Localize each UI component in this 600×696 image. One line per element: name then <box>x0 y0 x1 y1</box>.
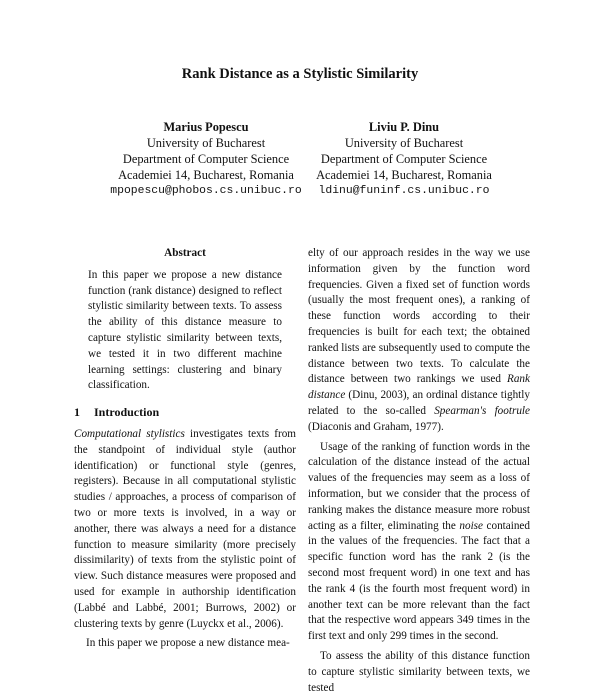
intro-paragraph-2: In this paper we propose a new distance mea- <box>86 637 290 650</box>
author-affiliation: University of Bucharest <box>146 136 266 150</box>
right-p2-text-a: Usage of the ranking of function words in the calculation of the distance instead of the actual values of the frequencies may seem as a loss of information, but we consider that the process of ranking makes the distance measure more robust acting as a filter, eliminating the <box>308 440 530 532</box>
paper-title: Rank Distance as a Stylistic Similarity <box>181 66 419 82</box>
noise-term: noise <box>459 519 483 532</box>
author-email: ldinu@funinf.cs.unibuc.ro <box>318 185 490 197</box>
author-department: Department of Computer Science <box>122 152 290 166</box>
abstract-text: In this paper we propose a new distance function (rank distance) designed to reflect stylistic similarity between texts. To assess the ability of this distance measure to capture stylistic similarity between texts, we tested it in two different machine learning settings: clustering and binary classification. <box>88 268 282 392</box>
right-p1-text-a: elty of our approach resides in the way we use information given by the function word frequencies. Given a fixed set of function words (usually the most frequent ones), a ranking of these function words according to their frequencies is built for each text; the obtained ranked lists are subsequently used to compute the distance between two texts. To calculate the distance between two rankings we used <box>308 247 530 386</box>
section-heading <box>74 405 296 421</box>
author-department: Department of Computer Science <box>320 152 488 166</box>
intro-paragraph-1 <box>74 427 296 632</box>
author-email: mpopescu@phobos.cs.unibuc.ro <box>110 185 302 197</box>
right-paragraph-2 <box>308 440 530 645</box>
section-number: 1 <box>74 405 80 420</box>
right-column <box>308 246 530 696</box>
rank-distance-term: Rank distance <box>308 373 530 402</box>
right-p2-text-b: contained in the values of the frequencies. The fact that a specific function word has the rank 2 (is the second most frequent word) in one text and has the rank 4 (is the fourth most frequent word) in another text can be more relevant than the fact that the respective word appears 349 times in the first text and only 299 times in the second. <box>308 519 530 643</box>
author-name: Liviu P. Dinu <box>368 120 440 134</box>
author-address: Academiei 14, Bucharest, Romania <box>316 168 492 182</box>
right-p1-text-b: (Dinu, 2003), an ordinal distance tightly related to the so-called <box>308 389 530 417</box>
author-affiliation: University of Bucharest <box>344 136 464 150</box>
author-address: Academiei 14, Bucharest, Romania <box>118 168 294 182</box>
section-title: Introduction <box>94 405 160 420</box>
author-block-2 <box>254 119 554 199</box>
intro-italic-term: Computational stylistics <box>74 427 185 440</box>
right-paragraph-3: To assess the ability of this distance function to capture stylistic similarity between texts, we tested <box>308 649 530 694</box>
author-name: Marius Popescu <box>163 120 249 134</box>
left-column <box>74 246 296 652</box>
right-paragraph-1 <box>308 246 530 436</box>
intro-paragraph-1-text: investigates texts from the standpoint of individual style (author identification) or functional style (genres, registers). Because in all computational stylistic studies / approaches, a process of comparison of two or more texts is involved, in a way or another, there was always a need for a distance function to measure similarity (more precisely dissimilarity) of texts from the stylistic point of view. Such distance measures were proposed and used for example in authorship identification (Labbé and Labbé, 2001; Burrows, 2002) or clustering texts by genre (Luyckx et al., 2006). <box>74 427 296 630</box>
abstract-heading: Abstract <box>164 247 206 259</box>
spearman-footrule-term: Spearman's footrule <box>434 404 530 417</box>
right-p1-text-c: (Diaconis and Graham, 1977). <box>308 420 444 433</box>
